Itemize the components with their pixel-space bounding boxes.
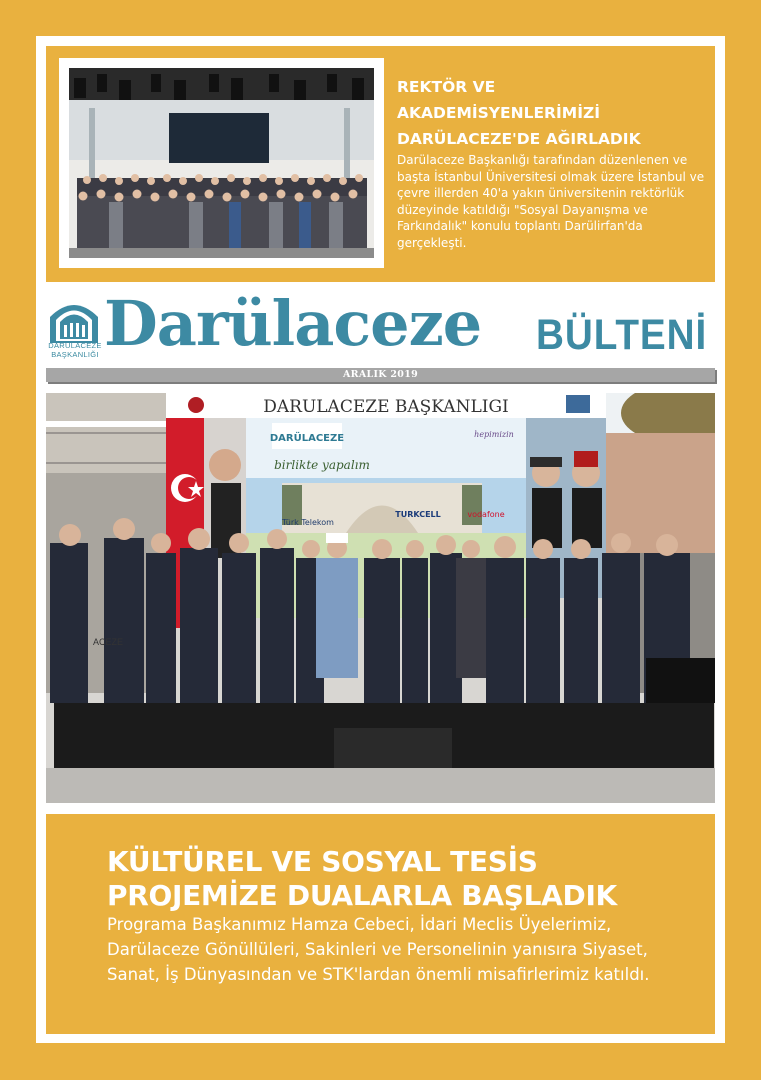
logo-caption: [44, 341, 106, 359]
sponsor-turk-telekom: Türk Telekom: [282, 518, 334, 527]
screen-logo-text: DARÜLACEZE: [269, 433, 345, 444]
screen-tag-text: hepimizin: [474, 430, 514, 439]
brand-subtitle: BÜLTENİ: [536, 311, 708, 359]
top-article-photo: [59, 58, 384, 268]
top-article-body: Darülaceze Başkanlığı tarafından düzenlenen ve başta İstanbul Üniversitesi olmak üzere İstanbul ve çevre illerden 40'a yakın üniversitenin rektörlük düzeyinde katıldığı "Sosyal Dayanışma ve Farkındalık" konulu toplantı Darülirfan'da gerçekleşti.: [397, 153, 705, 250]
bottom-title-line-2: PROJEMİZE DUALARLA BAŞLADIK: [107, 879, 617, 912]
sponsor-turkcell: TURKCELL: [395, 510, 441, 519]
bottom-article-title: [107, 845, 707, 913]
ceremony-photo-illustration: [46, 393, 715, 803]
banner-text: DARULACEZE BAŞKANLIGI: [263, 397, 509, 417]
top-title-line-2: AKADEMİSYENLERİMİZİ: [397, 104, 600, 122]
sponsor-vodafone: vodafone: [467, 510, 505, 519]
top-article-title: [397, 74, 697, 152]
top-title-line-3: DARÜLACEZE'DE AĞIRLADIK: [397, 130, 641, 148]
masthead: [46, 287, 715, 387]
group-photo-illustration: [69, 68, 374, 258]
logo-caption-line-2: BAŞKANLIĞI: [51, 350, 99, 359]
logo-caption-line-1: DARÜLACEZE: [48, 341, 102, 350]
bottom-title-line-1: KÜLTÜREL VE SOSYAL TESİS: [107, 845, 538, 878]
issue-date-bar: ARALIK 2019: [46, 368, 715, 382]
side-sign-text: ACEZE: [93, 637, 124, 647]
brand-title: Darülaceze: [104, 287, 482, 360]
screen-slogan-text: birlikte yapalım: [274, 458, 370, 472]
top-title-line-1: REKTÖR VE: [397, 78, 496, 96]
bottom-article-body: Programa Başkanımız Hamza Cebeci, İdari Meclis Üyelerimiz, Darülaceze Gönüllüleri, Sakinleri ve Personelinin yanısıra Siyaset, Sanat, İş Dünyasından ve STK'lardan önemli misafirlerimiz katıldı.: [107, 915, 650, 984]
main-event-photo: [46, 393, 715, 803]
